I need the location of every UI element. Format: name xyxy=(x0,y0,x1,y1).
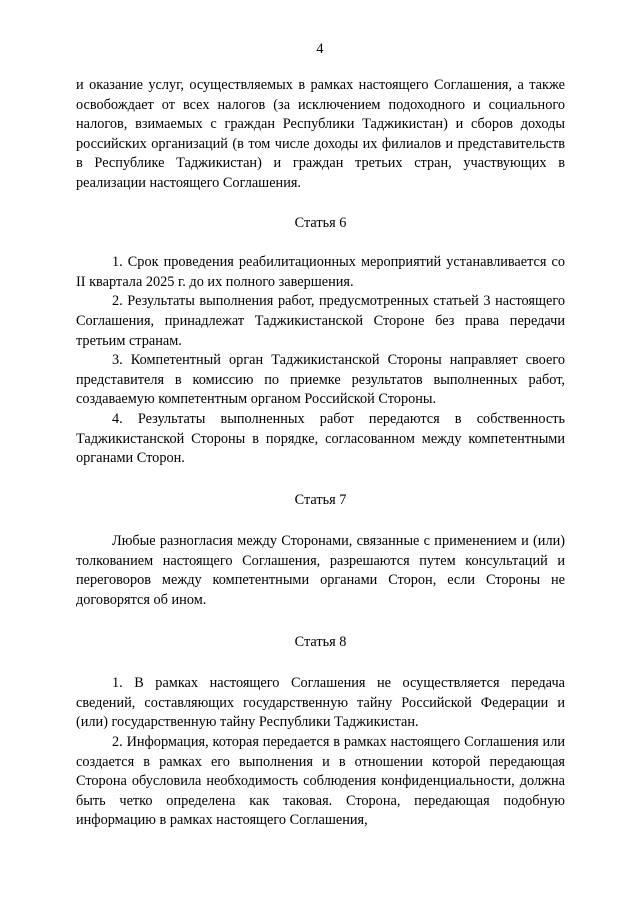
article-8-paragraph-1: 1. В рамках настоящего Соглашения не осуществляется передача сведений, составляющих государственную тайну Российской Федерации и (или) государственную тайну Республики Таджикистан. xyxy=(76,675,565,731)
article-6-heading: Статья 6 xyxy=(294,214,347,231)
article-7-paragraph-1: Любые разногласия между Сторонами, связанные с применением и (или) толкованием настоящего Соглашения, разрешаются путем консультаций и переговоров между компетентными органами Сторон, если Стороны не договорятся об ином. xyxy=(76,533,565,609)
article-8-paragraph-2: 2. Информация, которая передается в рамках настоящего Соглашения или создается в рамках его выполнения и в отношении которой передающая Сторона обусловила необходимость соблюдения конфиденциальности, должна быть четко определена как таковая. Сторона, передающая подобную информацию в рамках настоящего Соглашения, xyxy=(76,734,565,829)
article-8-heading: Статья 8 xyxy=(294,633,347,650)
page-number: 4 xyxy=(316,41,324,57)
intro-paragraph: и оказание услуг, осуществляемых в рамках настоящего Соглашения, а также освобождает от всех налогов (за исключением подоходного и социального налогов, взимаемых с граждан Республики Таджикистан) и сборов доходы российских организаций (в том числе доходы их филиалов и представительств в Республике Таджикистан) и граждан третьих стран, участвующих в реализации настоящего Соглашения. xyxy=(76,77,565,191)
document-body xyxy=(76,76,565,831)
article-6-paragraph-2: 2. Результаты выполнения работ, предусмотренных статьей 3 настоящего Соглашения, принадлежат Таджикистанской Стороне без права передачи третьим странам. xyxy=(76,293,565,349)
article-6-paragraph-1: 1. Срок проведения реабилитационных мероприятий устанавливается со II квартала 2025 г. до их полного завершения. xyxy=(76,254,565,290)
article-6-paragraph-4: 4. Результаты выполненных работ передаются в собственность Таджикистанской Стороны в порядке, согласованном между компетентными органами Сторон. xyxy=(76,410,565,467)
article-7-heading: Статья 7 xyxy=(294,491,347,508)
article-6-paragraph-3: 3. Компетентный орган Таджикистанской Стороны направляет своего представителя в комиссию по приемке результатов выполненных работ, создаваемую компетентным органом Российской Стороны. xyxy=(76,352,565,408)
